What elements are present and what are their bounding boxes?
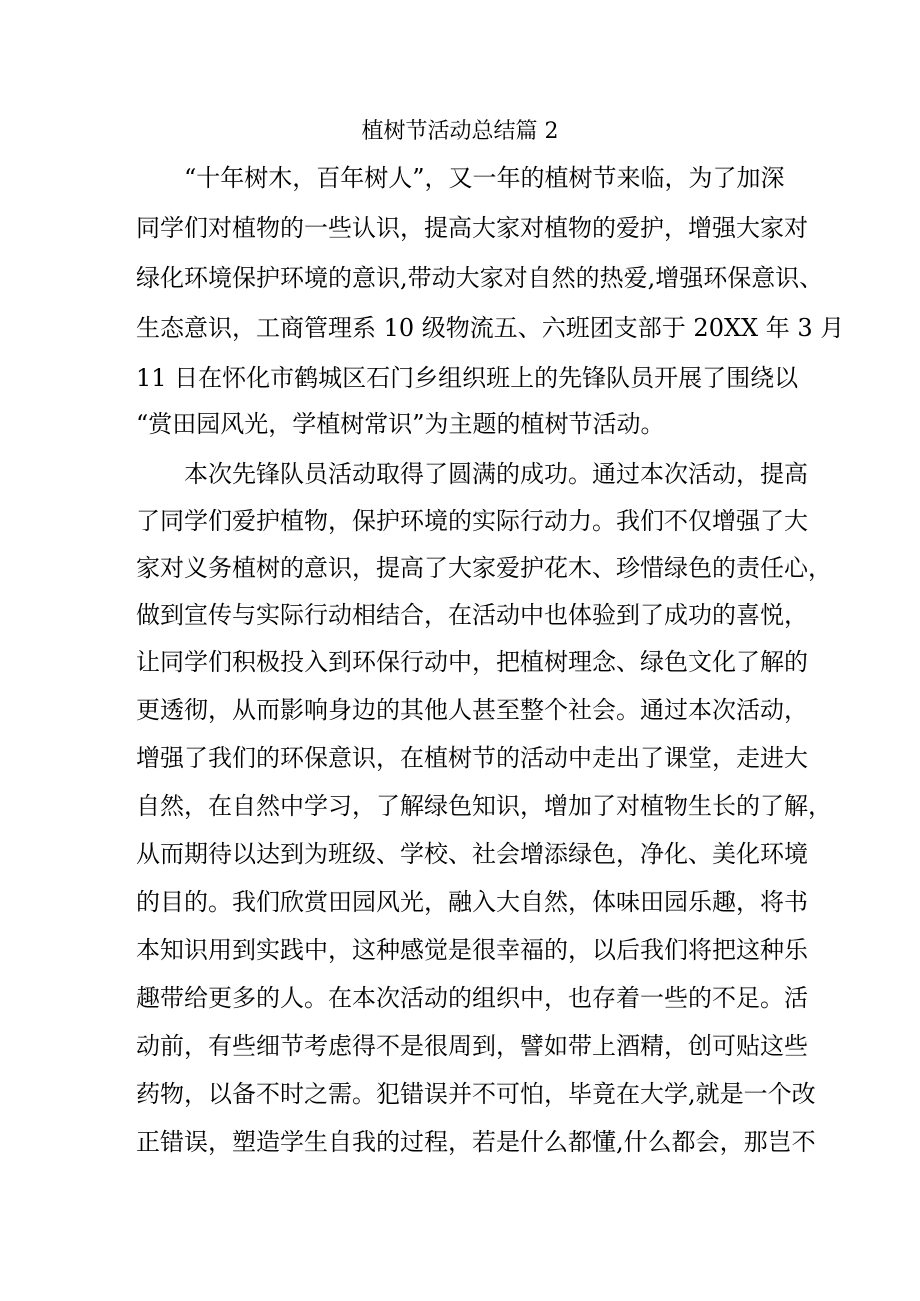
text-line: 自然，在自然中学习，了解绿色知识，增加了对植物生长的了解， <box>136 792 832 820</box>
text-line: 药物，以备不时之需。犯错误并不可怕，毕竟在大学,就是一个改 <box>136 1080 816 1108</box>
text-line: 本知识用到实践中，这种感觉是很幸福的，以后我们将把这种乐 <box>136 936 808 964</box>
text-line: “十年树木，百年树人”，又一年的植树节来临，为了加深 <box>136 164 785 192</box>
text-line: 更透彻，从而影响身边的其他人甚至整个社会。通过本次活动， <box>136 696 808 724</box>
text-line: 本次先锋队员活动取得了圆满的成功。通过本次活动，提高 <box>136 460 808 488</box>
text-line: 做到宣传与实际行动相结合，在活动中也体验到了成功的喜悦， <box>136 601 808 629</box>
text-line: 了同学们爱护植物，保护环境的实际行动力。我们不仅增强了大 <box>136 507 808 535</box>
text-line: 正错误，塑造学生自我的过程，若是什么都懂,什么都会，那岂不 <box>136 1128 816 1156</box>
text-line: 让同学们积极投入到环保行动中，把植树理念、绿色文化了解的 <box>136 648 808 676</box>
text-line: 增强了我们的环保意识，在植树节的活动中走出了课堂，走进大 <box>136 744 808 772</box>
document-title: 植树节活动总结篇 2 <box>361 119 559 144</box>
text-line: “赏田园风光，学植树常识”为主题的植树节活动。 <box>136 410 665 438</box>
text-line: 动前，有些细节考虑得不是很周到，譬如带上酒精，创可贴这些 <box>136 1032 808 1060</box>
text-line: 生态意识，工商管理系 10 级物流五、六班团支部于 20XX 年 3 月 <box>136 314 845 342</box>
text-line: 同学们对植物的一些认识，提高大家对植物的爱护，增强大家对 <box>136 214 808 242</box>
text-line: 家对义务植树的意识，提高了大家爱护花木、珍惜绿色的责任心， <box>136 554 832 582</box>
text-line: 趣带给更多的人。在本次活动的组织中，也存着一些的不足。活 <box>136 984 808 1012</box>
text-line: 绿化环境保护环境的意识,带动大家对自然的热爱,增强环保意识、 <box>136 264 824 292</box>
text-line: 的目的。我们欣赏田园风光，融入大自然，体味田园乐趣，将书 <box>136 888 808 916</box>
text-line: 从而期待以达到为班级、学校、社会增添绿色，净化、美化环境 <box>136 840 808 868</box>
text-line: 11 日在怀化市鹤城区石门乡组织班上的先锋队员开展了围绕以 <box>136 364 799 392</box>
